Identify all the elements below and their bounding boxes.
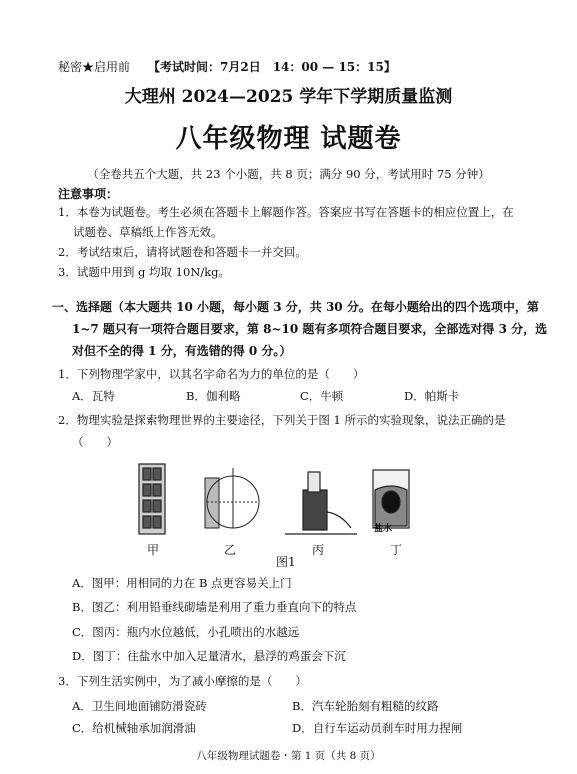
note-2: 2．考试结束后，请将试题卷和答题卡一并交回。 (58, 245, 307, 259)
exam-info: （全卷共五个大题，共 23 个小题，共 8 页；满分 90 分，考试用时 75 分钟） (87, 167, 490, 181)
q3-option-c: C．给机械轴承加润滑油 (72, 721, 196, 735)
water-bottle-diagram (285, 472, 357, 534)
plumb-line-diagram (205, 468, 259, 528)
note-1-cont: 试题卷、草稿纸上作答无效。 (73, 225, 223, 239)
salt-water-egg-diagram (373, 470, 409, 528)
door-hinge-diagram (139, 464, 165, 534)
figure-label-a: 甲 (147, 543, 160, 557)
salt-water-label: 盐水 (374, 524, 393, 534)
question-1-stem: 1．下列物理学家中，以其名字命名为力的单位的是（ ） (58, 367, 365, 381)
q3-option-d: D．自行车运动员刹车时用力捏闸 (292, 721, 463, 735)
q1-option-d: D．帕斯卡 (404, 389, 460, 403)
section-1-heading: 一、选择题（本大题共 10 小题，每小题 3 分，共 30 分。在每小题给出的四个选项中，第 (52, 300, 539, 314)
note-3: 3．试题中用到 g 均取 10N/kg。 (58, 265, 231, 279)
q3-option-a: A．卫生间地面铺防滑瓷砖 (72, 699, 207, 713)
q1-option-b: B．伽利略 (186, 389, 241, 403)
figure-label-d: 丁 (390, 543, 403, 557)
page-title: 八年级物理 试题卷 (175, 124, 402, 154)
notes-heading: 注意事项： (58, 187, 119, 201)
q2-option-b: B．图乙：利用铅垂线砌墙是利用了重力垂直向下的特点 (72, 600, 357, 614)
note-1: 1．本卷为试题卷。考生必须在答题卡上解题作答。答案应书写在答题卡的相应位置上，在 (58, 205, 514, 219)
figure-label-c: 丙 (312, 543, 325, 557)
exam-region-title: 大理州 2024—2025 学年下学期质量监测 (124, 87, 453, 107)
q3-option-b: B．汽车轮胎刻有粗糙的纹路 (292, 699, 439, 713)
question-2-bracket: （ ） (72, 435, 118, 449)
confidential-mark: 秘密★启用前 (58, 60, 131, 74)
question-2-stem: 2．物理实验是探索物理世界的主要途径，下列关于图 1 所示的实验现象，说法正确的是 (58, 413, 506, 427)
q1-option-c: C．牛顿 (300, 389, 344, 403)
exam-time: 【考试时间：7月2日 14：00 — 15：15】 (148, 60, 396, 74)
q2-option-d: D．图丁：往盐水中加入足量清水，悬浮的鸡蛋会下沉 (72, 649, 346, 663)
figure-label-b: 乙 (224, 543, 237, 557)
section-1-line-2: 1~7 题只有一项符合题目要求，第 8~10 题有多项符合题目要求，全部选对得 3 分，选 (72, 322, 548, 336)
section-1-line-3: 对但不全的得 1 分，有选错的得 0 分。） (72, 344, 292, 358)
figure-caption: 图1 (276, 555, 296, 569)
page-footer: 八年级物理试题卷・第 1 页（共 8 页） (196, 750, 381, 762)
q2-option-a: A．图甲：用相同的力在 B 点更容易关上门 (72, 576, 292, 590)
q1-option-a: A．瓦特 (72, 389, 115, 403)
q2-option-c: C．图丙：瓶内水位越低，小孔喷出的水越远 (72, 625, 300, 639)
question-3-stem: 3．下列生活实例中，为了减小摩擦的是（ ） (58, 674, 307, 688)
